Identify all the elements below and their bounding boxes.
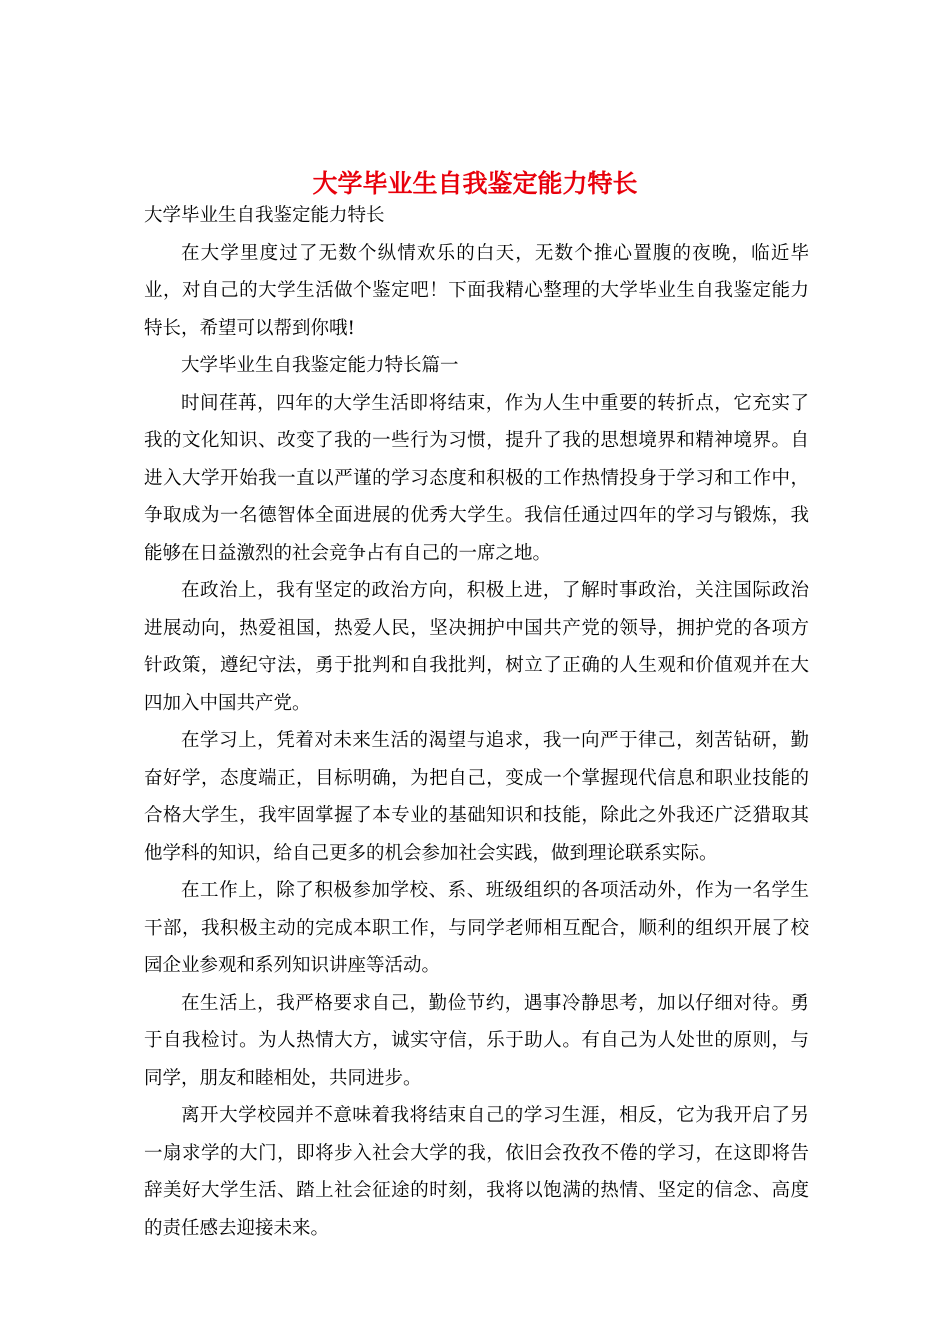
body-paragraph: 在学习上，凭着对未来生活的渴望与追求，我一向严于律己，刻苦钻研，勤奋好学，态度端正，目标明确，为把自己，变成一个掌握现代信息和职业技能的合格大学生，我牢固掌握了本专业的基础知识和技能，除此之外我还广泛猎取其他学科的知识，给自己更多的机会参加社会实践，做到理论联系实际。	[144, 730, 809, 864]
body-paragraph: 时间荏苒，四年的大学生活即将结束，作为人生中重要的转折点，它充实了我的文化知识、改变了我的一些行为习惯，提升了我的思想境界和精神境界。自进入大学开始我一直以严谨的学习态度和积极的工作热情投身于学习和工作中，争取成为一名德智体全面进展的优秀大学生。我信任通过四年的学习与锻炼，我能够在日益激烈的社会竞争占有自己的一席之地。	[144, 392, 809, 564]
intro-paragraph: 在大学里度过了无数个纵情欢乐的白天，无数个推心置腹的夜晚，临近毕业，对自己的大学生活做个鉴定吧！下面我精心整理的大学毕业生自我鉴定能力特长，希望可以帮到你哦!	[144, 242, 809, 339]
body-paragraph: 在工作上，除了积极参加学校、系、班级组织的各项活动外，作为一名学生干部，我积极主动的完成本职工作，与同学老师相互配合，顺利的组织开展了校园企业参观和系列知识讲座等活动。	[144, 880, 809, 976]
body-paragraph: 在生活上，我严格要求自己，勤俭节约，遇事冷静思考，加以仔细对待。勇于自我检讨。为人热情大方，诚实守信，乐于助人。有自己为人处世的原则，与同学，朋友和睦相处，共同进步。	[144, 992, 809, 1089]
body-paragraph: 在政治上，我有坚定的政治方向，积极上进，了解时事政治，关注国际政治进展动向，热爱祖国，热爱人民，坚决拥护中国共产党的领导，拥护党的各项方针政策，遵纪守法，勇于批判和自我批判，树立了正确的人生观和价值观并在大四加入中国共产党。	[144, 580, 809, 714]
section-heading: 大学毕业生自我鉴定能力特长篇一	[181, 355, 459, 376]
document-title: 大学毕业生自我鉴定能力特长	[312, 168, 638, 198]
body-paragraph: 离开大学校园并不意味着我将结束自己的学习生涯，相反，它为我开启了另一扇求学的大门，即将步入社会大学的我，依旧会孜孜不倦的学习，在这即将告辞美好大学生活、踏上社会征途的时刻，我将以饱满的热情、坚定的信念、高度的责任感去迎接未来。	[144, 1105, 809, 1239]
subtitle-paragraph: 大学毕业生自我鉴定能力特长	[144, 205, 385, 226]
document-body	[144, 197, 809, 1247]
